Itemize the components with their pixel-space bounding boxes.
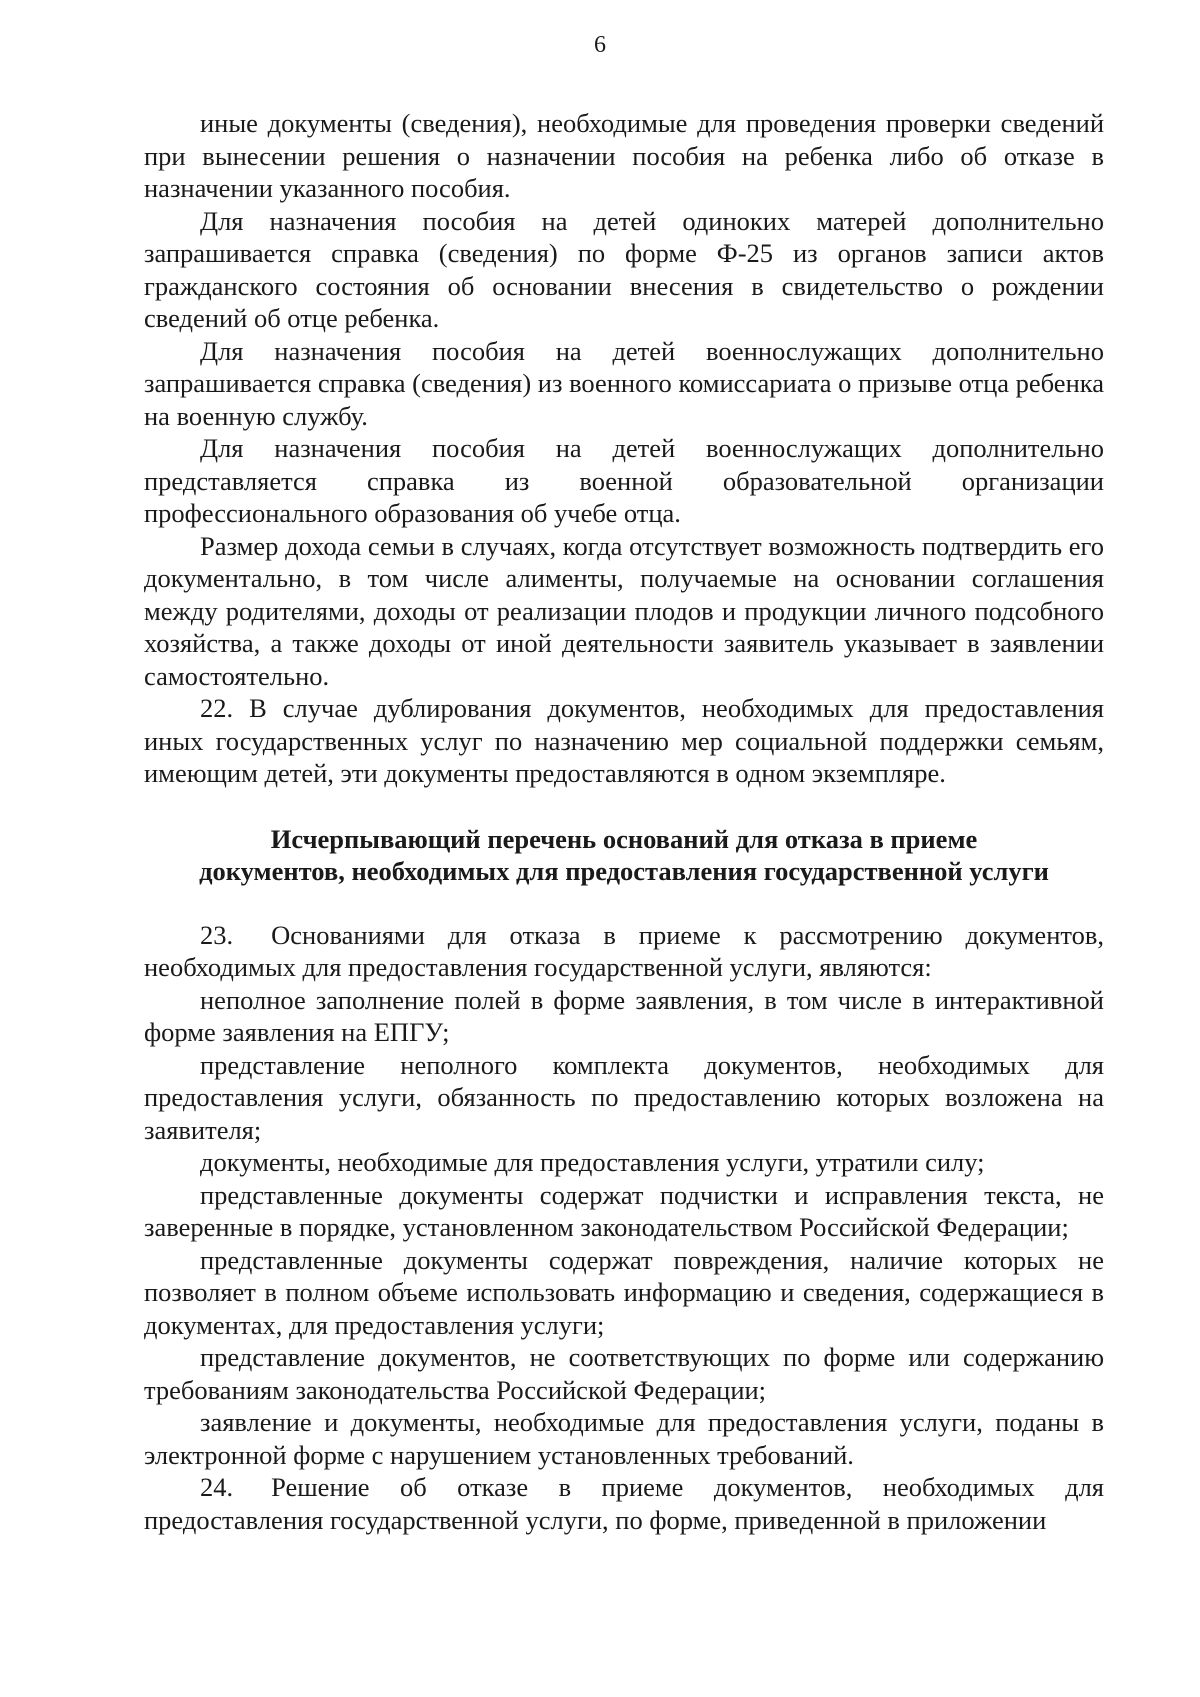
section-heading-line-1: Исчерпывающий перечень оснований для отказа в приеме (270, 823, 978, 854)
refusal-ground-corrections: представленные документы содержат подчистки и исправления текста, не заверенные в порядке, установленном законодательством Российской Федерации; (144, 1179, 1104, 1242)
paragraph-military-education: Для назначения пособия на детей военнослужащих дополнительно представляется справка из военной образовательной организации профессионального образования об учебе отца. (144, 433, 1104, 528)
paragraph-23-text: Основаниями для отказа в приеме к рассмотрению документов, необходимых для предоставления государственной услуги, являются: (144, 919, 1104, 982)
section-heading (144, 823, 1104, 888)
paragraph-24 (144, 1471, 1104, 1536)
paragraph-other-documents: иные документы (сведения), необходимые для проведения проверки сведений при вынесении решения о назначении пособия на ребенка либо об отказе в назначении указанного пособия. (144, 108, 1104, 203)
paragraph-24-number: 24. (200, 1472, 234, 1502)
refusal-ground-incomplete-set: представление неполного комплекта документов, необходимых для предоставления услуги, обязанность по предоставлению которых возложена на заявителя; (144, 1049, 1104, 1145)
paragraph-family-income: Размер дохода семьи в случаях, когда отсутствует возможность подтвердить его документально, в том числе алименты, получаемые на основании соглашения между родителями, доходы от реализации плодов и продукции личного подсобного хозяйства, а также доходы от иной деятельности заявитель указывает в заявлении самостоятельно. (144, 530, 1104, 691)
paragraph-single-mothers: Для назначения пособия на детей одиноких матерей дополнительно запрашивается справка (сведения) по форме Ф-25 из органов записи актов гражданского состояния об основании внесения в свидетельство о рождении сведений об отце ребенка. (144, 205, 1104, 333)
paragraph-military-commissariat: Для назначения пособия на детей военнослужащих дополнительно запрашивается справка (сведения) из военного комиссариата о призыве отца ребенка на военную службу. (144, 335, 1104, 431)
page-number: 6 (594, 32, 606, 58)
refusal-ground-nonconforming-documents: представление документов, не соответствующих по форме или содержанию требованиям законодательства Российской Федерации; (144, 1342, 1104, 1405)
section-heading-line-2: документов, необходимых для предоставления государственной услуги (199, 856, 1049, 886)
paragraph-22-duplicate-documents: 22. В случае дублирования документов, необходимых для предоставления иных государственных услуг по назначению мер социальной поддержки семьям, имеющим детей, эти документы предоставляются в одном экземпляре. (144, 693, 1104, 788)
refusal-ground-damaged-documents: представленные документы содержат повреждения, наличие которых не позволяет в полном объеме использовать информацию и сведения, содержащиеся в документах, для предоставления услуги; (144, 1244, 1104, 1340)
refusal-ground-electronic-violations: заявление и документы, необходимые для предоставления услуги, поданы в электронной форме с нарушением установленных требований. (144, 1407, 1104, 1470)
paragraph-24-text: Решение об отказе в приеме документов, необходимых для предоставления государственной услуги, по форме, приведенной в приложении (144, 1472, 1104, 1535)
refusal-ground-expired-documents: документы, необходимые для предоставления услуги, утратили силу; (200, 1147, 985, 1177)
paragraph-23-number: 23. (200, 919, 234, 950)
paragraph-23 (144, 919, 1104, 984)
document-body (144, 107, 1104, 1536)
refusal-ground-incomplete-form: неполное заполнение полей в форме заявления, в том числе в интерактивной форме заявления на ЕПГУ; (144, 984, 1104, 1047)
